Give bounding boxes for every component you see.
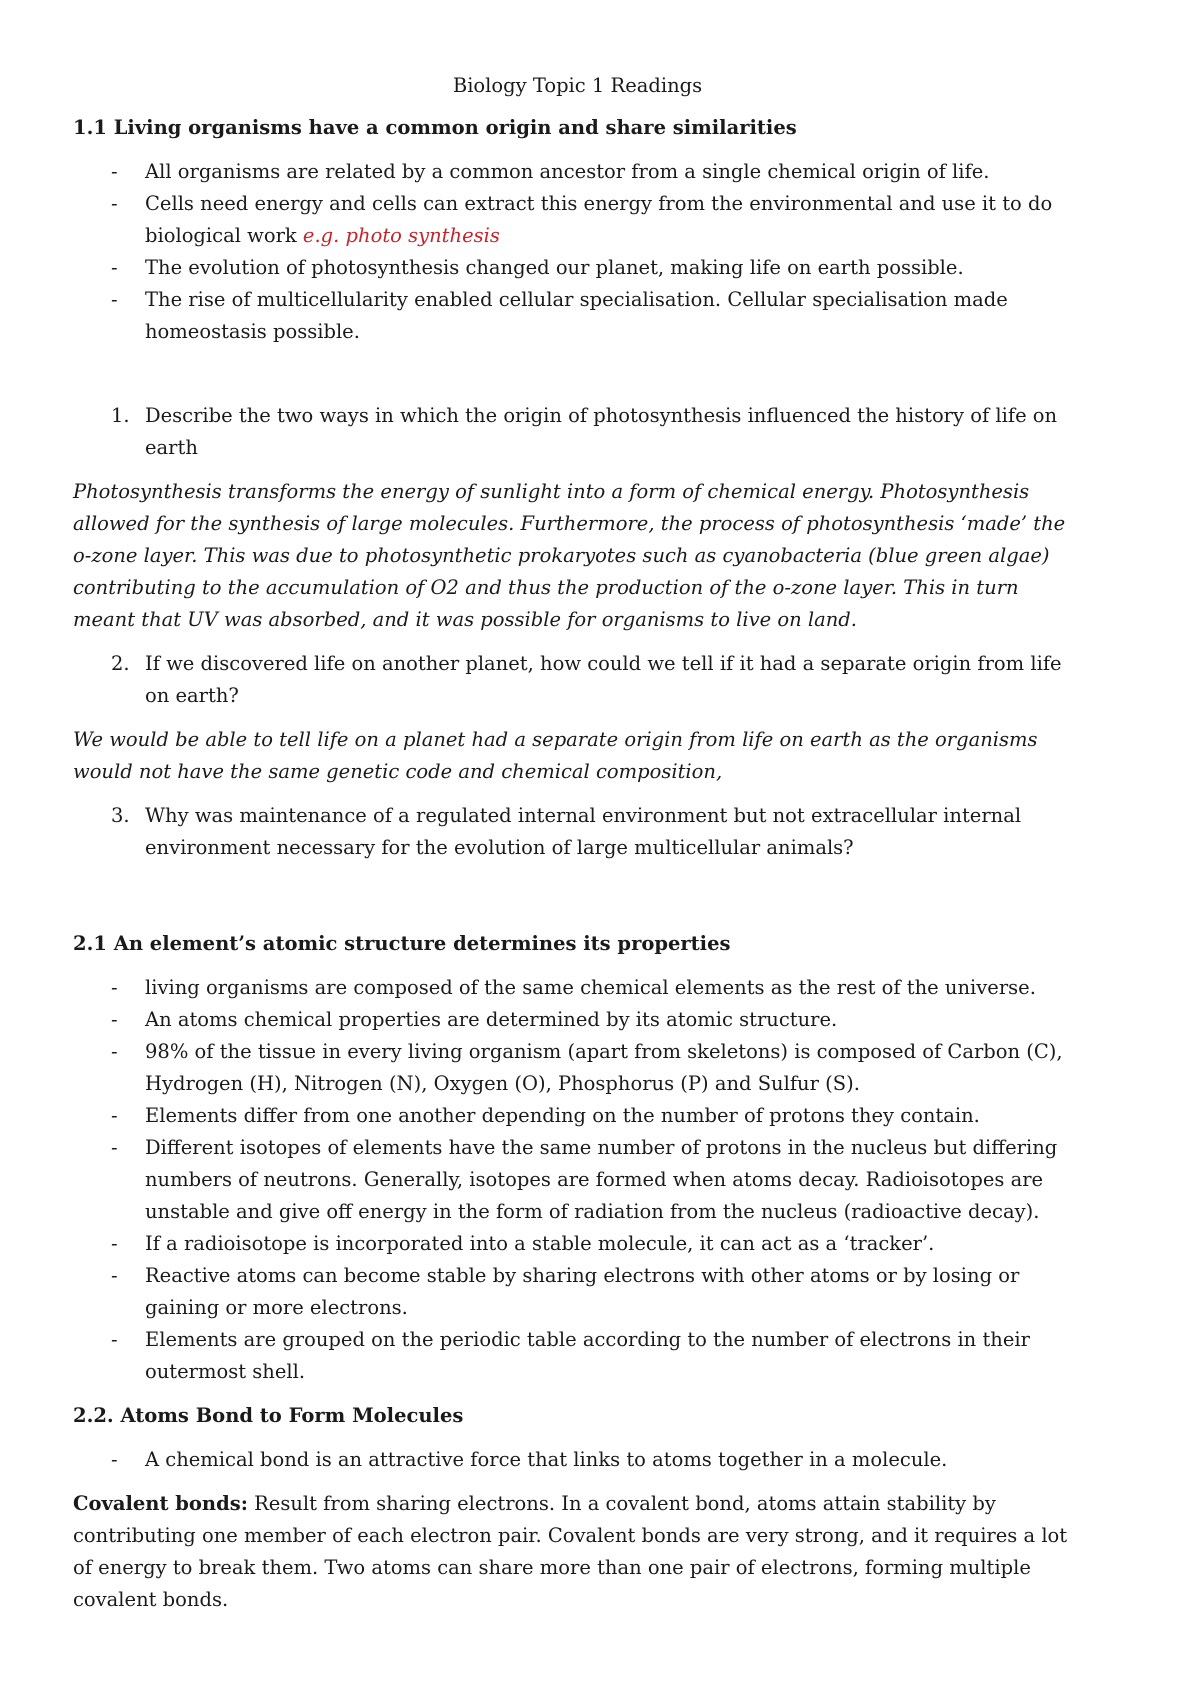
answer-text: Photosynthesis transforms the energy of sunlight into a form of chemical energy. Photosynthesis allowed for the synthesis of large molecules. Furthermore, the process of photosynthesis ‘made’ the o-zone layer. This was due to photosynthetic prokaryotes such as cyanobacteria (blue green algae) contributing to the accumulation of O2 and thus the production of the o-zone layer. This in turn meant that UV was absorbed, and it was possible for organisms to live on land. <box>73 480 1066 631</box>
list-item: - The evolution of photosynthesis changed our planet, making life on earth possible. <box>73 252 1082 284</box>
section-2-2-bullet-list <box>73 1444 1082 1476</box>
list-item: - Reactive atoms can become stable by sharing electrons with other atoms or by losing or gaining or more electrons. <box>73 1260 1082 1324</box>
covalent-bonds-paragraph <box>73 1488 1082 1616</box>
question-text: Why was maintenance of a regulated internal environment but not extracellular internal environment necessary for the evolution of large multicellular animals? <box>145 804 1022 859</box>
dash-marker: - <box>111 1264 118 1287</box>
document-title: Biology Topic 1 Readings <box>452 74 703 97</box>
list-item: - Cells need energy and cells can extract this energy from the environmental and use it to do biological work e.g. photo synthesis <box>73 188 1082 252</box>
covalent-bonds-text: Result from sharing electrons. In a covalent bond, atoms attain stability by contributing one member of each electron pair. Covalent bonds are very strong, and it requires a lot of energy to break them. Two atoms can share more than one pair of electrons, forming multiple covalent bonds. <box>73 1492 1068 1611</box>
question-number: 3. <box>111 804 130 827</box>
section-1-1-bullet-list <box>73 156 1082 348</box>
dash-marker: - <box>111 1040 118 1063</box>
list-item: - An atoms chemical properties are determined by its atomic structure. <box>73 1004 1082 1036</box>
question-list <box>73 648 1082 712</box>
dash-marker: - <box>111 288 118 311</box>
dash-marker: - <box>111 1136 118 1159</box>
question-item <box>73 648 1082 712</box>
list-item: - A chemical bond is an attractive force that links to atoms together in a molecule. <box>73 1444 1082 1476</box>
dash-marker: - <box>111 192 118 215</box>
list-item: - living organisms are composed of the same chemical elements as the rest of the universe. <box>73 972 1082 1004</box>
dash-marker: - <box>111 1232 118 1255</box>
covalent-bonds-label: Covalent bonds: <box>73 1492 248 1515</box>
question-item <box>73 400 1082 464</box>
section-2-1-bullet-list <box>73 972 1082 1388</box>
list-item: - Elements are grouped on the periodic table according to the number of electrons in their outermost shell. <box>73 1324 1082 1388</box>
list-item: - Elements differ from one another depending on the number of protons they contain. <box>73 1100 1082 1132</box>
list-item: - If a radioisotope is incorporated into a stable molecule, it can act as a ‘tracker’. <box>73 1228 1082 1260</box>
dash-marker: - <box>111 1104 118 1127</box>
question-text: Describe the two ways in which the origin of photosynthesis influenced the history of life on earth <box>145 404 1058 459</box>
dash-marker: - <box>111 160 118 183</box>
section-heading-1-1: 1.1 Living organisms have a common origin and share similarities <box>73 116 797 139</box>
list-item: - Different isotopes of elements have the same number of protons in the nucleus but differing numbers of neutrons. Generally, isotopes are formed when atoms decay. Radioisotopes are unstable and give off energy in the form of radiation from the nucleus (radioactive decay). <box>73 1132 1082 1228</box>
question-list <box>73 800 1082 864</box>
question-number: 2. <box>111 652 130 675</box>
question-number: 1. <box>111 404 130 427</box>
answer-text: We would be able to tell life on a planet had a separate origin from life on earth as the organisms would not have the same genetic code and chemical composition, <box>73 728 1038 783</box>
question-list <box>73 400 1082 464</box>
dash-marker: - <box>111 976 118 999</box>
dash-marker: - <box>111 256 118 279</box>
section-heading-2-1: 2.1 An element’s atomic structure determines its properties <box>73 932 731 955</box>
question-text: If we discovered life on another planet, how could we tell if it had a separate origin from life on earth? <box>145 652 1062 707</box>
list-item: - The rise of multicellularity enabled cellular specialisation. Cellular specialisation made homeostasis possible. <box>73 284 1082 348</box>
question-item <box>73 800 1082 864</box>
dash-marker: - <box>111 1448 118 1471</box>
dash-marker: - <box>111 1008 118 1031</box>
section-heading-2-2: 2.2. Atoms Bond to Form Molecules <box>73 1404 464 1427</box>
dash-marker: - <box>111 1328 118 1351</box>
example-highlight: e.g. photo synthesis <box>302 224 500 247</box>
list-item: - All organisms are related by a common ancestor from a single chemical origin of life. <box>73 156 1082 188</box>
list-item: - 98% of the tissue in every living organism (apart from skeletons) is composed of Carbon (C), Hydrogen (H), Nitrogen (N), Oxygen (O), Phosphorus (P) and Sulfur (S). <box>73 1036 1082 1100</box>
